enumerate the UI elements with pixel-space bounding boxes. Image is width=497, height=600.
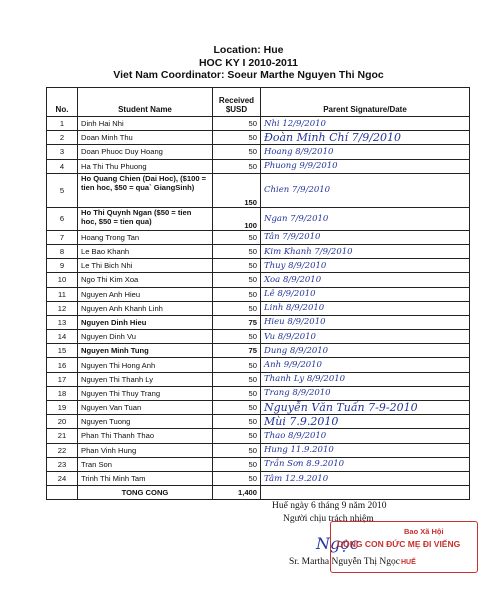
table-row [47, 244, 470, 258]
table-row [47, 315, 470, 329]
footer-responsible: Người chịu trách nhiệm [283, 514, 374, 524]
student-name: Ha Thi Thu Phuong [78, 159, 213, 173]
row-number: 23 [47, 457, 78, 471]
signature-text: Mùi 7.9.2010 [264, 415, 339, 429]
row-number: 5 [47, 173, 78, 207]
total-blank [261, 486, 470, 500]
student-name: Ho Thi Quynh Ngan ($50 = tien hoc, $50 = tien qua) [78, 207, 213, 230]
col-received-line2: $USD [225, 105, 248, 114]
stamp-line1: Bao Xã Hội [404, 527, 444, 536]
signature-text: Hoang 8/9/2010 [264, 146, 334, 157]
row-number: 22 [47, 443, 78, 457]
parent-signature [261, 159, 470, 173]
row-number: 20 [47, 415, 78, 429]
table-row [47, 207, 470, 230]
received-amount: 50 [213, 471, 261, 485]
received-amount: 50 [213, 301, 261, 315]
coordinator-title: Viet Nam Coordinator: Soeur Marthe Nguyen Thi Ngoc [113, 69, 384, 81]
student-name: Nguyen Minh Tung [78, 344, 213, 358]
student-name: Le Thi Bich Nhi [78, 259, 213, 273]
parent-signature [261, 386, 470, 400]
row-number: 4 [47, 159, 78, 173]
student-name: Nguyen Thi Thuy Trang [78, 386, 213, 400]
parent-signature [261, 358, 470, 372]
signature-text: Linh 8/9/2010 [264, 303, 325, 314]
stamp-line3: HUẾ [401, 559, 416, 566]
signature-text: Xoa 8/9/2010 [264, 274, 322, 285]
signature-text: Anh 9/9/2010 [264, 360, 322, 371]
parent-signature [261, 330, 470, 344]
row-number: 6 [47, 207, 78, 230]
col-received-header [213, 88, 261, 117]
table-row [47, 344, 470, 358]
table-row [47, 159, 470, 173]
signature-text: Thanh Ly 8/9/2010 [264, 374, 346, 385]
total-value: 1,400 [213, 486, 261, 500]
student-name: Nguyen Thi Hong Anh [78, 358, 213, 372]
student-name: Nguyen Tuong [78, 415, 213, 429]
term-title: HOC KY I 2010-2011 [198, 56, 299, 69]
row-number: 19 [47, 401, 78, 415]
parent-signature [261, 415, 470, 429]
parent-signature [261, 301, 470, 315]
signature-text: Kim Khanh 7/9/2010 [264, 246, 353, 257]
stamp-line2: DÒNG CON ĐỨC MẸ ĐI VIẾNG [337, 539, 461, 549]
row-number: 12 [47, 301, 78, 315]
parent-signature [261, 117, 470, 131]
signature-text: Nguyễn Văn Tuấn 7-9-2010 [264, 401, 418, 415]
row-number: 10 [47, 273, 78, 287]
parent-signature [261, 401, 470, 415]
signature-text: Vu 8/9/2010 [264, 331, 316, 342]
student-name: Dinh Hai Nhi [78, 117, 213, 131]
student-name: Nguyen Anh Khanh Linh [78, 301, 213, 315]
student-name: Nguyen Dinh Hieu [78, 315, 213, 329]
signature-text: Trang 8/9/2010 [264, 388, 331, 399]
footer-signer: Sr. Martha Nguyễn Thị Ngọc [289, 557, 400, 567]
row-number: 8 [47, 244, 78, 258]
table-body [47, 117, 470, 486]
received-amount: 50 [213, 429, 261, 443]
signature-text: Đoàn Minh Chí 7/9/2010 [264, 131, 402, 145]
student-name: Ho Quang Chien (Dai Hoc), ($100 = tien hoc, $50 = qua` GiangSinh) [78, 173, 213, 207]
table-row [47, 429, 470, 443]
received-amount: 50 [213, 401, 261, 415]
signature-text: Lê 8/9/2010 [264, 289, 316, 300]
row-number: 2 [47, 131, 78, 145]
receipt-table [46, 87, 470, 500]
parent-signature [261, 372, 470, 386]
signature-text: Ngan 7/9/2010 [264, 213, 329, 224]
received-amount: 75 [213, 344, 261, 358]
footer-date: Huế ngày 6 tháng 9 năm 2010 [272, 501, 387, 511]
student-name: Nguyen Dinh Vu [78, 330, 213, 344]
table-row [47, 287, 470, 301]
table-row [47, 457, 470, 471]
signature-text: Nhi 12/9/2010 [264, 118, 326, 129]
student-name: Tran Son [78, 457, 213, 471]
received-amount: 50 [213, 145, 261, 159]
table-row [47, 415, 470, 429]
row-number: 24 [47, 471, 78, 485]
student-name: Hoang Trong Tan [78, 230, 213, 244]
student-name: Nguyen Van Tuan [78, 401, 213, 415]
col-received-line1: Received [218, 96, 255, 105]
table-row [47, 358, 470, 372]
parent-signature [261, 443, 470, 457]
signature-text: Trần Sơn 8.9.2010 [264, 459, 345, 470]
table-row [47, 386, 470, 400]
col-student-header: Student Name [78, 88, 213, 117]
table-row [47, 230, 470, 244]
total-label: TONG CONG [78, 486, 213, 500]
row-number: 1 [47, 117, 78, 131]
table-row [47, 131, 470, 145]
signature-text: Dung 8/9/2010 [264, 345, 329, 356]
signature-text: Phuong 9/9/2010 [264, 161, 338, 172]
parent-signature [261, 173, 470, 207]
received-amount: 50 [213, 372, 261, 386]
row-number: 14 [47, 330, 78, 344]
table-row [47, 471, 470, 485]
official-stamp [330, 521, 478, 573]
table-row [47, 401, 470, 415]
student-name: Phan Vinh Hung [78, 443, 213, 457]
row-number: 3 [47, 145, 78, 159]
total-spacer [47, 486, 78, 500]
received-amount: 50 [213, 259, 261, 273]
table-header-row [47, 88, 470, 117]
student-name: Nguyen Thi Thanh Ly [78, 372, 213, 386]
signature-text: Thao 8/9/2010 [264, 430, 327, 441]
received-amount: 50 [213, 457, 261, 471]
parent-signature [261, 259, 470, 273]
table-row [47, 273, 470, 287]
student-name: Doan Minh Thu [78, 131, 213, 145]
received-amount: 50 [213, 443, 261, 457]
signature-text: Hieu 8/9/2010 [264, 317, 326, 328]
received-amount: 50 [213, 358, 261, 372]
parent-signature [261, 315, 470, 329]
received-amount: 75 [213, 315, 261, 329]
parent-signature [261, 207, 470, 230]
parent-signature [261, 471, 470, 485]
table-row [47, 443, 470, 457]
received-amount: 50 [213, 230, 261, 244]
received-amount: 50 [213, 386, 261, 400]
parent-signature [261, 429, 470, 443]
table-row [47, 330, 470, 344]
received-amount: 150 [213, 173, 261, 207]
parent-signature [261, 457, 470, 471]
col-parent-header: Parent Signature/Date [261, 88, 470, 117]
location-title: Location: Hue [213, 44, 284, 56]
total-row [47, 486, 470, 500]
student-name: Trinh Thi Minh Tam [78, 471, 213, 485]
received-amount: 50 [213, 273, 261, 287]
signature-text: Thuy 8/9/2010 [264, 260, 327, 271]
received-amount: 50 [213, 117, 261, 131]
received-amount: 50 [213, 131, 261, 145]
table-row [47, 301, 470, 315]
received-amount: 50 [213, 159, 261, 173]
row-number: 13 [47, 315, 78, 329]
parent-signature [261, 273, 470, 287]
parent-signature [261, 244, 470, 258]
row-number: 16 [47, 358, 78, 372]
parent-signature [261, 131, 470, 145]
table-row [47, 173, 470, 207]
signature-text: Tân 7/9/2010 [264, 232, 321, 243]
signature-scribble: Ngọc [316, 534, 359, 553]
student-name: Phan Thi Thanh Thao [78, 429, 213, 443]
signature-text: Tâm 12.9.2010 [264, 473, 329, 484]
row-number: 7 [47, 230, 78, 244]
received-amount: 50 [213, 287, 261, 301]
parent-signature [261, 344, 470, 358]
signature-text: Chien 7/9/2010 [264, 185, 331, 196]
row-number: 11 [47, 287, 78, 301]
table-row [47, 145, 470, 159]
row-number: 18 [47, 386, 78, 400]
parent-signature [261, 230, 470, 244]
row-number: 15 [47, 344, 78, 358]
received-amount: 100 [213, 207, 261, 230]
table-row [47, 372, 470, 386]
student-name: Nguyen Anh Hieu [78, 287, 213, 301]
signature-text: Hung 11.9.2010 [264, 445, 334, 456]
table-row [47, 117, 470, 131]
student-name: Ngo Thi Kim Xoa [78, 273, 213, 287]
table-row [47, 259, 470, 273]
received-amount: 50 [213, 244, 261, 258]
student-name: Le Bao Khanh [78, 244, 213, 258]
received-amount: 50 [213, 330, 261, 344]
parent-signature [261, 145, 470, 159]
row-number: 9 [47, 259, 78, 273]
student-name: Doan Phuoc Duy Hoang [78, 145, 213, 159]
col-no-header: No. [47, 88, 78, 117]
row-number: 17 [47, 372, 78, 386]
received-amount: 50 [213, 415, 261, 429]
row-number: 21 [47, 429, 78, 443]
parent-signature [261, 287, 470, 301]
document-header [0, 44, 497, 82]
